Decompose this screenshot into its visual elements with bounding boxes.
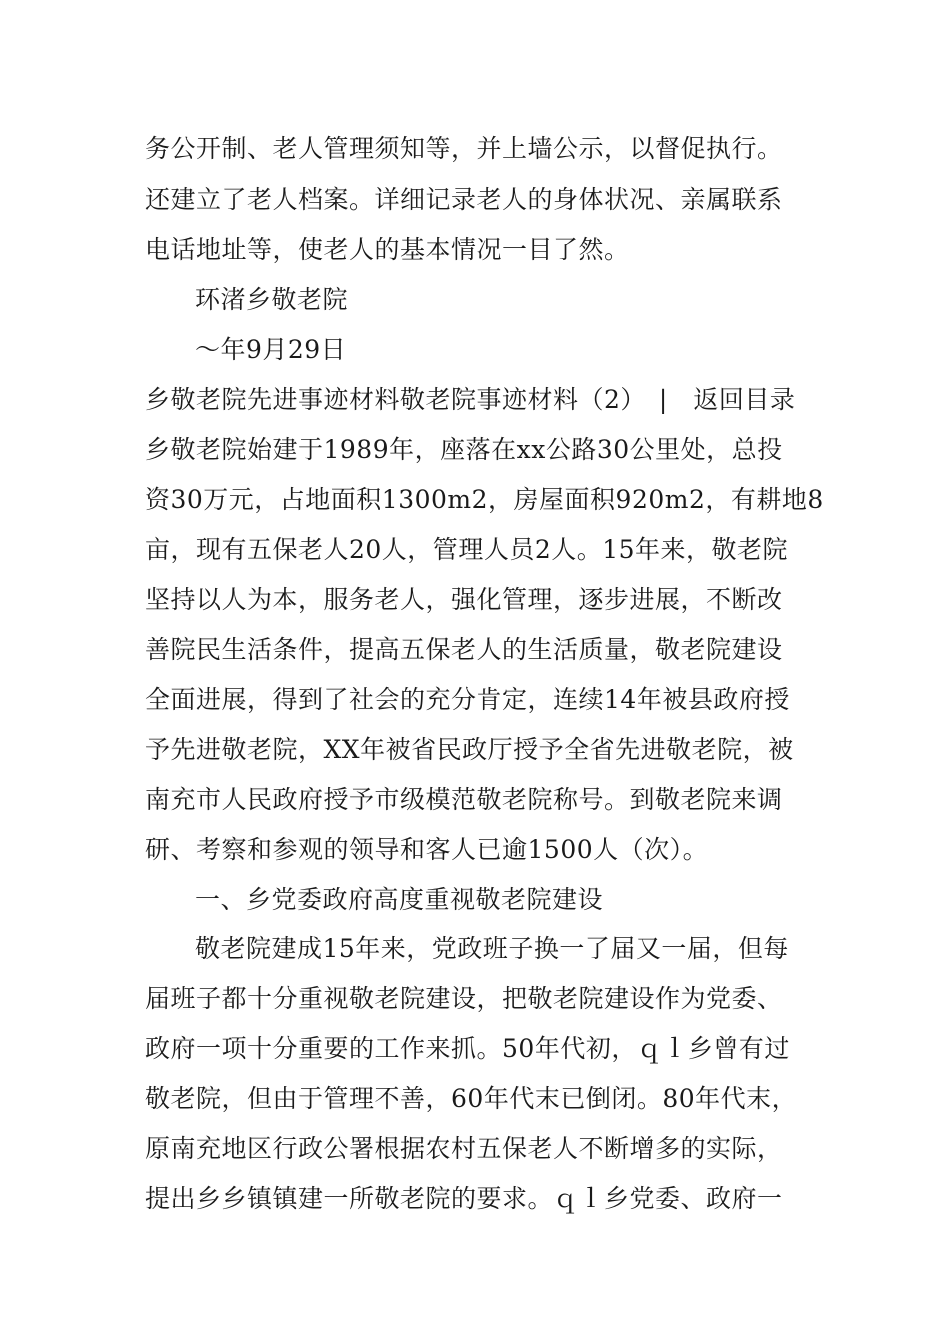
text-line-18: 届班子都十分重视敬老院建设，把敬老院建设作为党委、 bbox=[145, 984, 783, 1013]
text-line-3: 电话地址等，使老人的基本情况一目了然。 bbox=[145, 235, 630, 264]
text-line-2: 还建立了老人档案。详细记录老人的身体状况、亲属联系 bbox=[145, 185, 783, 214]
text-line-12: 全面进展，得到了社会的充分肯定，连续14年被县政府授 bbox=[145, 685, 790, 714]
text-line-9: 亩，现有五保老人20人，管理人员2人。15年来，敬老院 bbox=[145, 535, 789, 564]
text-line-21: 原南充地区行政公署根据农村五保老人不断增多的实际， bbox=[145, 1134, 783, 1163]
section-heading: 一、乡党委政府高度重视敬老院建设 bbox=[195, 885, 604, 914]
text-line-11: 善院民生活条件，提高五保老人的生活质量，敬老院建设 bbox=[145, 635, 783, 664]
text-line-22: 提出乡乡镇镇建一所敬老院的要求。ｑｌ乡党委、政府一 bbox=[145, 1184, 783, 1213]
text-line-19: 政府一项十分重要的工作来抓。50年代初，ｑｌ乡曾有过 bbox=[145, 1034, 790, 1063]
text-line-1: 务公开制、老人管理须知等，并上墙公示，以督促执行。 bbox=[145, 134, 783, 163]
signature-organization: 环渚乡敬老院 bbox=[195, 285, 349, 314]
text-line-8: 资30万元，占地面积1300m2，房屋面积920m2，有耕地8 bbox=[145, 485, 824, 514]
text-line-13: 予先进敬老院，XX年被省民政厅授予全省先进敬老院，被 bbox=[145, 735, 794, 764]
text-line-20: 敬老院，但由于管理不善，60年代末已倒闭。80年代末， bbox=[145, 1084, 798, 1113]
section-title-line: 乡敬老院先进事迹材料敬老院事迹材料（2） | 返回目录 bbox=[145, 385, 796, 414]
text-line-7: 乡敬老院始建于1989年，座落在xx公路30公里处，总投 bbox=[145, 435, 783, 464]
text-line-14: 南充市人民政府授予市级模范敬老院称号。到敬老院来调 bbox=[145, 785, 783, 814]
text-line-10: 坚持以人为本，服务老人，强化管理，逐步进展，不断改 bbox=[145, 585, 783, 614]
signature-date: ～年9月29日 bbox=[195, 335, 347, 364]
text-line-17: 敬老院建成15年来，党政班子换一了届又一届，但每 bbox=[195, 934, 789, 963]
text-line-15: 研、考察和参观的领导和客人已逾1500人（次）。 bbox=[145, 835, 709, 864]
